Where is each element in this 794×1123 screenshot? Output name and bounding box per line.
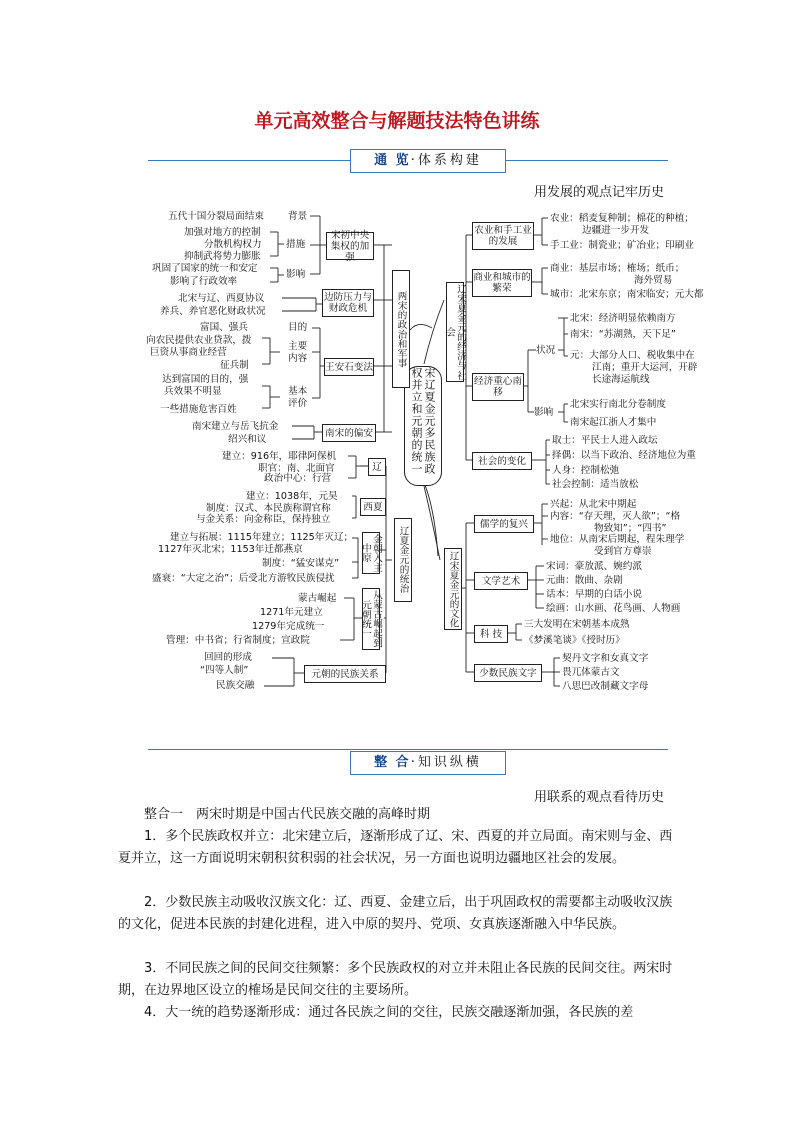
- text-item: 北宋实行南北分卷制度: [570, 399, 666, 410]
- text-item: 契丹文字和女真文字: [562, 653, 649, 664]
- text-item: 政治中心：行营: [264, 473, 332, 484]
- text-item: 目的: [288, 322, 308, 333]
- text-item: 社会控制：适当放松: [552, 479, 639, 490]
- text-item: 南宋起江浙人才集中: [570, 417, 657, 428]
- text-item: 兵效果不明显: [164, 386, 222, 397]
- text-item: 影响: [534, 407, 554, 418]
- section2-motto: 用联系的观点看待历史: [534, 790, 665, 805]
- text-item: 畏兀体蒙古文: [562, 667, 620, 678]
- text-item: 受到官方尊崇: [594, 546, 652, 557]
- text-item: 元曲：散曲、杂剧: [546, 575, 623, 586]
- text-item: 蒙古崛起: [298, 593, 337, 604]
- box-economic-center: 经济重心南移: [472, 373, 524, 401]
- branch-culture: 辽宋夏金元的文化: [444, 548, 462, 630]
- text-item: 养兵、养官恶化财政状况: [160, 306, 266, 317]
- text-item: 人身：控制松弛: [552, 465, 620, 476]
- text-item: 边疆进一步开发: [582, 225, 650, 236]
- text-item: 五代十国分裂局面结束: [168, 211, 264, 222]
- text-item: 内容: [288, 353, 308, 364]
- text-item: 加强对地方的控制: [184, 227, 261, 238]
- text-item: 征兵制: [220, 360, 249, 371]
- box-southern-song: 南宋的偏安: [322, 424, 376, 442]
- box-yuan-ethnic: 元朝的民族关系: [304, 665, 386, 683]
- text-item: 《梦溪笔谈》《授时历》: [524, 635, 625, 646]
- section2-name: 整 合: [374, 755, 411, 770]
- article-paragraph: 3．不同民族之间的民间交往频繁：多个民族政权的对立并未阻止各民族的民间交往。两宋时期，在边界地区设立的榷场是民间交往的主要场所。: [118, 961, 673, 998]
- text-item: 北宋与辽、西夏协议: [178, 293, 265, 304]
- section2-sub: ·知识纵横: [410, 755, 482, 770]
- text-item: 制度：汉式、本民族称谓官称: [206, 503, 331, 514]
- text-item: 海外贸易: [634, 275, 673, 286]
- text-item: 制度：“猛安谋克”: [262, 558, 340, 569]
- section1-sub: ·体系构建: [410, 153, 482, 168]
- text-item: 农业：稻麦复种制；棉花的种植；: [550, 213, 694, 224]
- text-item: 三大发明在宋朝基本成熟: [524, 619, 630, 630]
- text-item: 长途海运航线: [592, 374, 650, 385]
- text-item: 基本: [288, 386, 308, 397]
- text-item: 1279年完成统一: [252, 621, 325, 632]
- text-item: 南宋：“苏湖熟，天下足”: [570, 329, 676, 340]
- text-item: 分散机构权力: [204, 239, 262, 250]
- text-item: 建立：916年，耶律阿保机: [222, 451, 337, 462]
- text-item: 绍兴和议: [228, 434, 267, 445]
- box-confucianism: 儒学的复兴: [474, 515, 534, 533]
- text-item: 择偶：以当下政治、经济地位为重: [552, 450, 696, 461]
- text-item: 南宋建立与岳飞抗金: [192, 421, 279, 432]
- text-item: 商业：基层市场；榷场；纸币；: [550, 263, 685, 274]
- box-agriculture: 农业和手工业的发展: [472, 222, 534, 250]
- text-item: 影响了行政效率: [170, 276, 238, 287]
- branch-politics: 两宋的政治和军事: [392, 270, 410, 388]
- text-item: 城市：北宋东京；南宋临安；元大都: [550, 289, 704, 300]
- box-border-pressure: 边防压力与财政危机: [322, 289, 374, 317]
- article-paragraph: 2．少数民族主动吸收汉族文化：辽、西夏、金建立后，出于巩固政权的需要都主动吸收汉族的文化，促进本民族的封建化进程，进入中原的契丹、党项、女真族逐渐融入中华民族。: [118, 895, 673, 932]
- section2-banner: [350, 751, 506, 775]
- center-node: 宋辽夏金元多民族政权并立和元朝的统一: [404, 366, 442, 486]
- box-western-xia: 西夏: [360, 498, 386, 516]
- text-item: 达到富国的目的，强: [162, 374, 249, 385]
- text-item: 绘画：山水画、花鸟画、人物画: [546, 603, 681, 614]
- text-item: 与金关系：向金称臣，保持独立: [196, 514, 331, 525]
- text-item: 职官：南、北面官: [258, 463, 335, 474]
- text-item: 北宋：经济明显依赖南方: [570, 313, 676, 324]
- text-item: 影响: [286, 269, 306, 280]
- text-item: 江南；重开大运河，开辟: [592, 362, 698, 373]
- box-commerce: 商业和城市的繁荣: [472, 269, 532, 297]
- text-item: 评价: [288, 398, 308, 409]
- section1-name: 通 览: [374, 153, 411, 168]
- page-title: 单元高效整合与解题技法特色讲练: [254, 110, 540, 132]
- text-item: 回回的形成: [204, 652, 252, 663]
- box-social-change: 社会的变化: [472, 452, 532, 470]
- text-item: 话本：早期的白话小说: [546, 589, 642, 600]
- box-literature-art: 文学艺术: [474, 572, 528, 590]
- article-paragraph: 1．多个民族政权并立：北宋建立后，逐渐形成了辽、宋、西夏的并立局面。南宋则与金、西夏并立，这一方面说明宋朝积贫积弱的社会状况，另一方面也说明边疆地区社会的发展。: [118, 829, 673, 866]
- text-item: “四等人制”: [200, 665, 249, 676]
- text-item: 手工业：制瓷业；矿冶业；印刷业: [550, 240, 694, 251]
- text-item: 措施: [286, 239, 306, 250]
- box-liao: 辽: [368, 458, 386, 476]
- section-rule: [148, 749, 668, 750]
- section1-motto: 用发展的观点记牢历史: [534, 185, 665, 200]
- branch-economy: 辽宋夏金元的经济与社会: [444, 284, 466, 380]
- text-item: 物致知”；“四书”: [594, 523, 667, 534]
- text-item: 取士：平民士人进入政坛: [552, 435, 658, 446]
- text-item: 建立与拓展：1115年建立；1125年灭辽；: [170, 532, 354, 543]
- text-item: 管理：中书省；行省制度；宣政院: [166, 635, 310, 646]
- box-jin: 金朝入主中原: [360, 533, 382, 573]
- text-item: 建立：1038年，元昊: [246, 491, 338, 502]
- text-item: 宋词：豪放派、婉约派: [546, 561, 642, 572]
- text-item: 向农民提供农业贷款，拨: [146, 335, 252, 346]
- box-technology: 科 技: [474, 625, 508, 643]
- text-item: 状况: [536, 345, 556, 356]
- text-item: 八思巴改制藏文字母: [562, 681, 649, 692]
- text-item: 背景: [288, 211, 308, 222]
- text-item: 巨资从事商业经营: [150, 347, 227, 358]
- text-item: 富国、强兵: [200, 322, 248, 333]
- text-item: 1271年元建立: [260, 607, 323, 618]
- text-item: 地位：从南宋后期起，程朱理学: [550, 534, 685, 545]
- text-item: 民族交融: [216, 680, 255, 691]
- text-item: 兴起：从北宋中期起: [550, 499, 637, 510]
- text-item: 1127年灭北宋；1153年迁都燕京: [158, 544, 303, 555]
- text-item: 抑制武将势力膨胀: [184, 251, 261, 262]
- text-item: 盛衰：“大定之治”；后受北方游牧民族侵扰: [152, 573, 335, 584]
- text-item: 元：大部分人口、税收集中在: [570, 350, 695, 361]
- text-item: 内容：“存天理，灭人欲”；“格: [550, 511, 681, 522]
- text-item: 主要: [288, 341, 308, 352]
- article-paragraph: 4．大一统的趋势逐渐形成：通过各民族之间的交往，民族交融逐渐加强，各民族的差: [144, 1005, 634, 1020]
- box-mongol: 从蒙古崛起到元朝统一: [362, 588, 380, 650]
- box-centralization: 宋初中央集权的加强: [326, 232, 374, 260]
- box-wang-reform: 王安石变法: [324, 358, 374, 376]
- article-heading: 整合一 两宋时期是中国古代民族交融的高峰时期: [144, 807, 431, 822]
- branch-rule: 辽夏金元的统治: [394, 518, 412, 602]
- text-item: 巩固了国家的统一和安定: [152, 263, 258, 274]
- text-item: 一些措施危害百姓: [160, 404, 237, 415]
- box-ethnic-scripts: 少数民族文字: [474, 664, 542, 682]
